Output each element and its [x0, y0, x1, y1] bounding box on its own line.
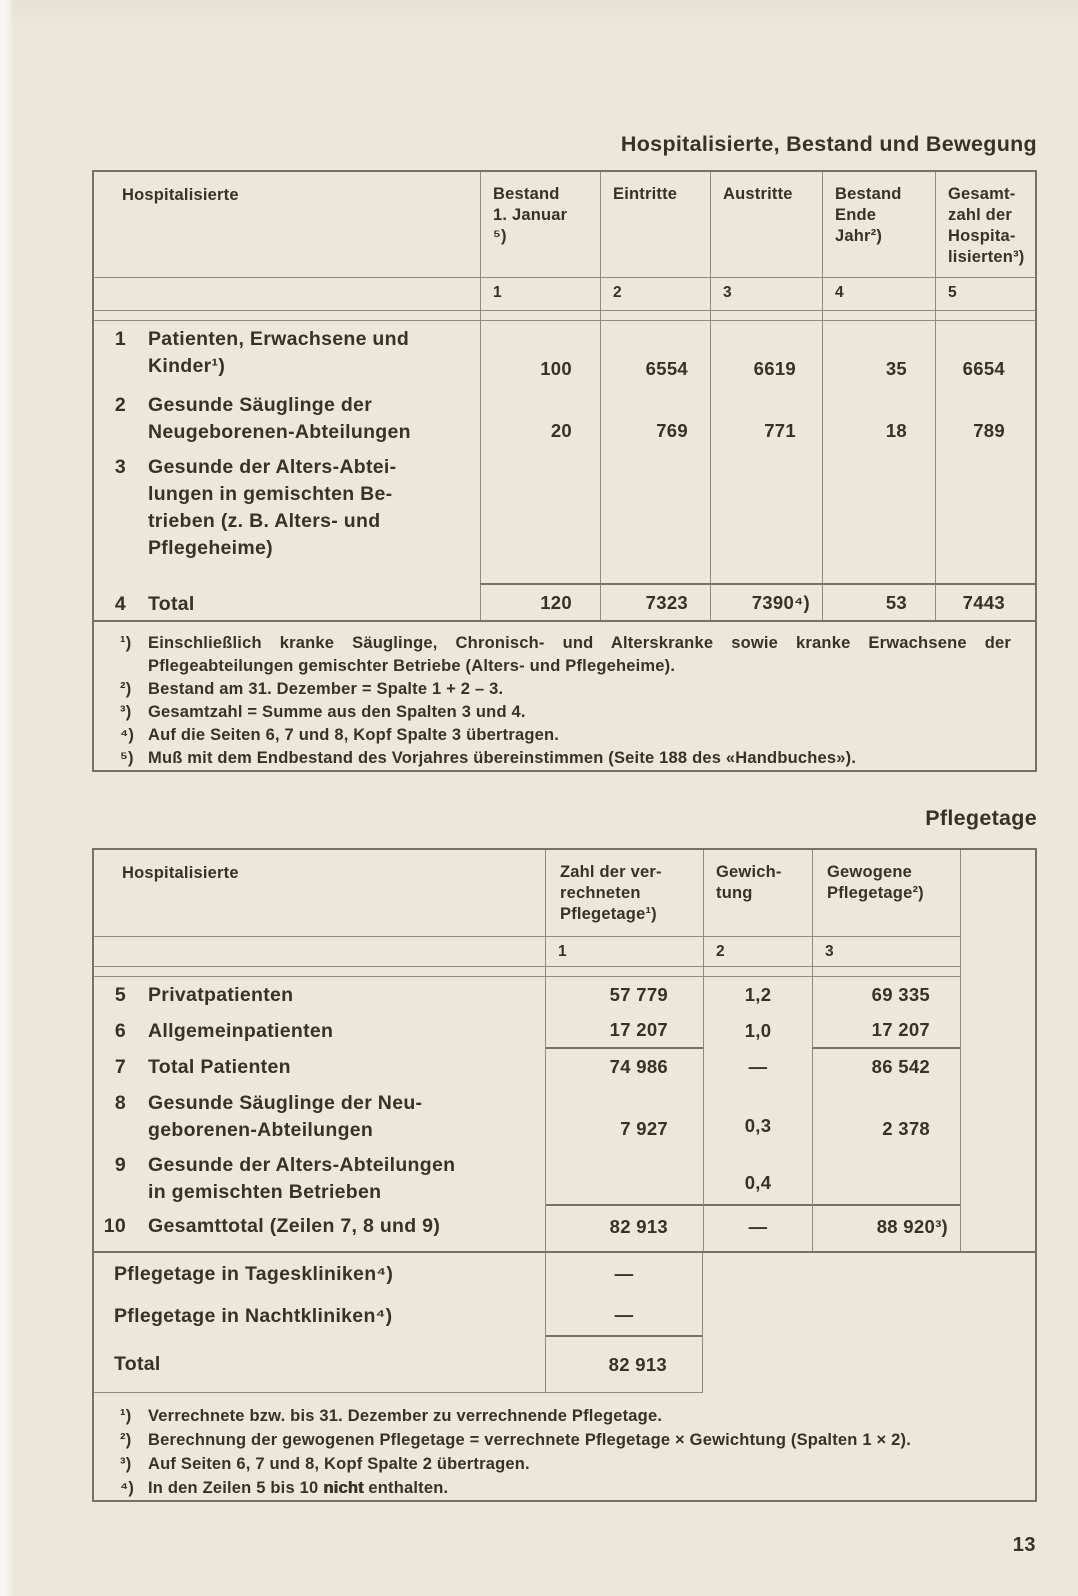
row-label-text: Gesamttotal (Zeilen 7, 8 und 9) [148, 1215, 441, 1237]
footnote-marker: ²) [120, 1431, 132, 1449]
table1-title: Hospitalisierte, Bestand und Bewegung [620, 132, 1037, 156]
t2-r10-gewichtung-dash: — [703, 1203, 812, 1251]
t2-r7-gewichtung-dash: — [703, 1049, 812, 1085]
t1-r2-gesamtzahl: 789 [935, 387, 1035, 449]
t2-header-zahl-pflegetage: Zahl der ver- rechneten Pflegetage¹) [545, 850, 703, 937]
t2-r8-gewichtung: 0,3 [703, 1085, 812, 1147]
t2-bottom-total-label: Total [94, 1337, 545, 1393]
footnote-marker: ⁵) [120, 749, 134, 767]
t2-r9-verrechnete-empty [545, 1147, 703, 1206]
footnote-bold-word: nicht [323, 1479, 364, 1497]
t1-r1-gesamtzahl: 6654 [935, 321, 1035, 387]
t1-r1-austritte: 6619 [710, 321, 822, 387]
t1-header-bestand-1-januar: Bestand 1. Januar ⁵) [480, 172, 600, 277]
row-number: 10 [103, 1215, 126, 1237]
row-number: 4 [114, 593, 126, 615]
table1-row-gesunde-saeuglinge [94, 387, 1035, 449]
spacer-cell [935, 311, 1035, 320]
footnote-text: Einschließlich kranke Säuglinge, Chronisch- und Alterskranke sowie kranke Erwachsene der Pflegeabteilungen gemischter Betriebe (Alters- und Pflegeheime). [148, 634, 1011, 675]
t2-r10-label [94, 1203, 545, 1251]
spacer-cell [703, 967, 812, 977]
t1-r3-empty-cell [710, 449, 822, 583]
t1-r3-empty-cell [480, 449, 600, 583]
row-label-text: Gesunde der Alters-Abtei- lungen in gemischten Be- trieben (z. B. Alters- und Pflegeheime) [148, 456, 397, 559]
t2-header-gewichtung: Gewich- tung [703, 850, 812, 937]
table2-row-allgemeinpatienten [94, 1013, 1035, 1049]
table1-hospitalisierte-bestand-bewegung [92, 170, 1037, 772]
row-label-text: Total [148, 593, 195, 615]
footnote-text: Verrechnete bzw. bis 31. Dezember zu verrechnende Pflegetage. [148, 1407, 663, 1425]
spacer-cell [960, 967, 1035, 977]
t2-colnum-empty-column [960, 937, 1035, 967]
footnote-marker: ⁴) [120, 1479, 135, 1497]
spacer-cell [94, 967, 545, 977]
t2-nachtkliniken-value-dash: — [545, 1295, 703, 1337]
t1-colnum-empty [94, 278, 480, 310]
row-label-text: Patienten, Erwachsene und Kinder¹) [148, 328, 410, 377]
table2-row-gesunde-alters [94, 1147, 1035, 1203]
table2-row-total-bottom [94, 1337, 1035, 1393]
t2-nachtkliniken-blank [703, 1295, 1035, 1337]
table2-pflegetage [92, 848, 1037, 1502]
table2-row-total-patienten [94, 1049, 1035, 1085]
table2-row-nachtkliniken [94, 1295, 1035, 1337]
t1-total-bestand-januar: 120 [480, 583, 600, 620]
header-label: Hospitalisierte [122, 864, 239, 882]
t1-r2-bestand-ende: 18 [822, 387, 935, 449]
table1-double-rule-spacer [94, 311, 1035, 321]
row-number: 9 [114, 1154, 126, 1176]
footnote [120, 1476, 1011, 1500]
t1-r2-bestand-januar: 20 [480, 387, 600, 449]
t2-r7-label [94, 1049, 545, 1085]
t2-r10-verrechnete: 82 913 [545, 1203, 703, 1251]
t1-r1-label [94, 321, 480, 387]
t2-r5-empty-column [960, 977, 1035, 1013]
t1-total-bestand-ende: 53 [822, 583, 935, 620]
t1-header-eintritte: Eintritte [600, 172, 710, 277]
t2-header-gewogene-pflegetage: Gewogene Pflegetage²) [812, 850, 960, 937]
t2-r5-gewichtung: 1,2 [703, 977, 812, 1013]
t2-r9-empty-column [960, 1147, 1035, 1206]
spacer-cell [545, 967, 703, 977]
footnote-text: Berechnung der gewogenen Pflegetage = verrechnete Pflegetage × Gewichtung (Spalten 1 × 2). [148, 1431, 911, 1449]
t2-bottom-total-blank [703, 1337, 1035, 1393]
t2-tageskliniken-label: Pflegetage in Tageskliniken⁴) [114, 1262, 394, 1285]
t2-header-empty-column [960, 850, 1035, 937]
page-number: 13 [1012, 1534, 1036, 1556]
t2-tageskliniken-value-dash: — [545, 1253, 703, 1295]
page-left-edge [0, 0, 6, 1596]
t1-r3-empty-cell [935, 449, 1035, 583]
t1-colnum-2: 2 [600, 278, 710, 310]
spacer-cell [600, 311, 710, 320]
t1-r3-empty-cell [822, 449, 935, 583]
t1-r2-austritte: 771 [710, 387, 822, 449]
table1-row-patienten [94, 321, 1035, 387]
footnote [120, 701, 1011, 724]
t2-r9-gewogene-empty [812, 1147, 960, 1206]
t1-total-gesamtzahl: 7443 [935, 583, 1035, 620]
row-label-text: Allgemeinpatienten [148, 1020, 334, 1042]
table1-row-total [94, 583, 1035, 622]
footnote-marker: ²) [120, 680, 132, 698]
t2-r7-gewogene: 86 542 [812, 1049, 960, 1085]
t1-r2-label [94, 387, 480, 449]
t2-colnum-3: 3 [812, 937, 960, 967]
table2-row-tageskliniken [94, 1253, 1035, 1295]
t1-r1-eintritte: 6554 [600, 321, 710, 387]
footnote-marker: ⁴) [120, 726, 135, 744]
t2-nachtkliniken-label: Pflegetage in Nachtkliniken⁴) [114, 1304, 393, 1327]
t1-colnum-4: 4 [822, 278, 935, 310]
footnote-marker: ¹) [120, 1407, 132, 1425]
t2-bottom-total-value: 82 913 [545, 1337, 703, 1393]
footnote-text: Muß mit dem Endbestand des Vorjahres übereinstimmen (Seite 188 des «Handbuches»). [148, 749, 857, 767]
footnote-text: Auf Seiten 6, 7 und 8, Kopf Spalte 2 übertragen. [148, 1455, 530, 1473]
t1-header-bestand-ende-jahr: Bestand Ende Jahr²) [822, 172, 935, 277]
table2-title: Pflegetage [925, 806, 1037, 830]
t1-colnum-3: 3 [710, 278, 822, 310]
t2-r10-gewogene: 88 920³) [812, 1203, 960, 1251]
t2-r9-gewichtung: 0,4 [703, 1147, 812, 1206]
table2-double-rule-spacer [94, 967, 1035, 977]
footnote-marker: ¹) [120, 634, 132, 652]
t1-header-gesamtzahl: Gesamt- zahl der Hospita- lisierten³) [935, 172, 1035, 277]
t2-r5-gewogene: 69 335 [812, 977, 960, 1013]
table1-column-number-row [94, 278, 1035, 311]
header-label: Hospitalisierte [122, 186, 239, 204]
spacer-cell [710, 311, 822, 320]
footnote-text: Bestand am 31. Dezember = Spalte 1 + 2 – 3. [148, 680, 504, 698]
footnote-text: Gesamtzahl = Summe aus den Spalten 3 und 4. [148, 703, 526, 721]
table1-header-row [94, 172, 1035, 278]
t1-total-eintritte: 7323 [600, 583, 710, 620]
row-number: 1 [114, 328, 126, 350]
t1-header-austritte: Austritte [710, 172, 822, 277]
spacer-cell [822, 311, 935, 320]
table1-row-gesunde-alters [94, 449, 1035, 583]
t1-header-hospitalisierte [94, 172, 480, 277]
footnote [120, 1452, 1011, 1476]
footnote-text-part: In den Zeilen 5 bis 10 [148, 1479, 324, 1497]
row-label-text: Total Patienten [148, 1056, 291, 1078]
t2-colnum-empty [94, 937, 545, 967]
t1-r3-empty-cell [600, 449, 710, 583]
footnote [120, 632, 1011, 678]
t1-r2-eintritte: 769 [600, 387, 710, 449]
t1-colnum-1: 1 [480, 278, 600, 310]
t1-r1-bestand-ende: 35 [822, 321, 935, 387]
t1-r3-label [94, 449, 480, 583]
row-number: 5 [114, 984, 126, 1006]
t2-r8-empty-column [960, 1085, 1035, 1147]
t2-colnum-2: 2 [703, 937, 812, 967]
t2-r10-empty-column [960, 1203, 1035, 1251]
t2-r6-gewogene: 17 207 [812, 1013, 960, 1049]
t2-r7-empty-column [960, 1049, 1035, 1085]
row-number: 8 [114, 1092, 126, 1114]
t2-r5-verrechnete: 57 779 [545, 977, 703, 1013]
t2-r6-empty-column [960, 1013, 1035, 1049]
t2-header-hospitalisierte [94, 850, 545, 937]
row-number: 3 [114, 456, 126, 478]
table2-row-privatpatienten [94, 977, 1035, 1013]
footnote [120, 1404, 1011, 1428]
footnote [120, 747, 1011, 770]
table1-footnotes [94, 622, 1035, 770]
row-number: 2 [114, 394, 126, 416]
footnote-text: Auf die Seiten 6, 7 und 8, Kopf Spalte 3 übertragen. [148, 726, 560, 744]
footnote-marker: ³) [120, 703, 132, 721]
table2-footnotes [94, 1393, 1035, 1500]
table2-column-number-row [94, 937, 1035, 967]
footnote [120, 1428, 1011, 1452]
footnote [120, 678, 1011, 701]
t1-r1-bestand-januar: 100 [480, 321, 600, 387]
row-label-text: Gesunde Säuglinge der Neu- geborenen-Abteilungen [148, 1092, 423, 1141]
spacer-cell [94, 311, 480, 320]
row-label-text: Privatpatienten [148, 984, 294, 1006]
t2-tageskliniken-blank [703, 1253, 1035, 1295]
t1-r4-label [94, 583, 480, 620]
table2-header-row [94, 850, 1035, 937]
t2-r7-verrechnete: 74 986 [545, 1049, 703, 1085]
t2-r9-label [94, 1147, 545, 1206]
footnote-marker: ³) [120, 1455, 132, 1473]
row-label-text: Gesunde der Alters-Abteilungen in gemischten Betrieben [148, 1154, 456, 1203]
row-number: 6 [114, 1020, 126, 1042]
t2-r8-gewogene: 2 378 [812, 1085, 960, 1147]
t1-colnum-5: 5 [935, 278, 1035, 310]
table2-row-gesunde-saeuglinge [94, 1085, 1035, 1147]
table2-row-gesamttotal [94, 1203, 1035, 1253]
t2-r5-label [94, 977, 545, 1013]
t2-colnum-1: 1 [545, 937, 703, 967]
spacer-cell [480, 311, 600, 320]
footnote-text-part: enthalten. [363, 1479, 449, 1497]
t2-r8-verrechnete: 7 927 [545, 1085, 703, 1147]
t2-r6-label [94, 1013, 545, 1049]
t2-r6-verrechnete: 17 207 [545, 1013, 703, 1049]
footnote [120, 724, 1011, 747]
footnote-text [148, 1476, 1011, 1500]
t2-r6-gewichtung: 1,0 [703, 1013, 812, 1049]
row-number: 7 [114, 1056, 126, 1078]
spacer-cell [812, 967, 960, 977]
t1-total-austritte: 7390⁴) [710, 583, 822, 620]
t2-r8-label [94, 1085, 545, 1147]
row-label-text: Gesunde Säuglinge der Neugeborenen-Abteilungen [148, 394, 411, 443]
